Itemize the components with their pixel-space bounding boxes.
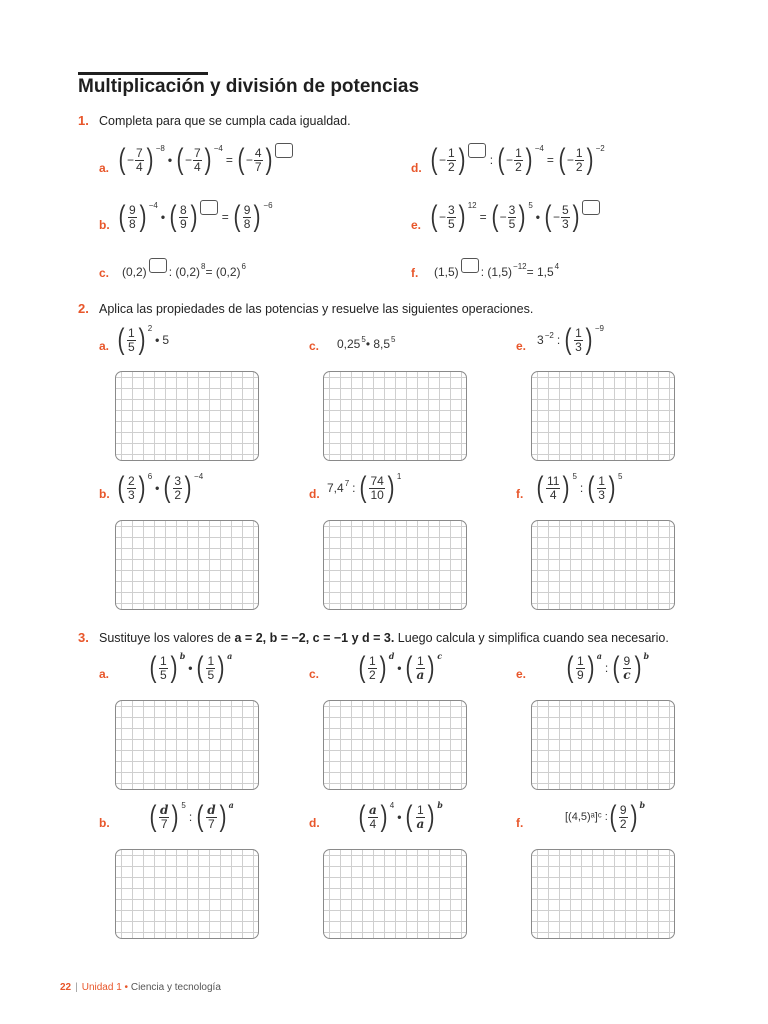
answer-grid-3d[interactable] [323,849,467,939]
q1-b-label: b. [99,218,110,232]
q1-d-label: d. [411,161,422,175]
answer-box[interactable] [149,258,167,273]
q3-e-label: e. [516,667,527,681]
q2-d-expression: 7,4 7 : ( $\frac{74}{10}$ ) 1 [327,471,402,504]
answer-grid-2e[interactable] [531,371,675,461]
q1-c-expression: (0,2) : (0,2) 8 = (0,2) 6 [122,264,246,279]
answer-box[interactable] [275,143,293,158]
q1-a-expression: ( − $\frac{7}{4}$ ) −8 • ( − $\frac{7}{4}$ ) −4 = ( − $\frac{4}{7}$ ) [117,145,294,175]
page-title: Multiplicación y división de potencias [78,76,420,97]
q2-b-label: b. [99,487,110,501]
answer-box[interactable] [200,200,218,215]
q1-e-expression: ( − $\frac{3}{5}$ ) 12 = ( − $\frac{3}{5}$ ) 5 • ( − $\frac{5}{3}$ ) [429,202,601,232]
q1-f-label: f. [411,266,419,280]
q2-text: Aplica las propiedades de las potencias y resuelve las siguientes operaciones. [99,302,534,316]
q2-d-label: d. [309,487,320,501]
q2-f-label: f. [516,487,524,501]
q2-a-expression: ( $\frac{1}{5}$ ) 2 • 5 [117,323,170,356]
q2-e-expression: 3 −2 : ( $\frac{1}{3}$ ) −9 [537,323,604,356]
q1-b-expression: ( $\frac{9}{8}$ ) −4 • ( $\frac{8}{9}$ ) = ( $\frac{9}{8}$ ) −6 [118,200,273,233]
q1-e-label: e. [411,218,422,232]
q2-b-expression: ( $\frac{2}{3}$ ) 6 • ( $\frac{3}{2}$ ) −4 [117,471,204,504]
answer-grid-3b[interactable] [115,849,259,939]
footer-separator: | [75,982,78,993]
answer-grid-2c[interactable] [323,371,467,461]
q3-c-label: c. [309,667,320,681]
q2-e-label: e. [516,339,527,353]
answer-box[interactable] [468,143,486,158]
q3-f-expression: [(4,5)ᵃ]ᶜ : ( $\frac{9}{2}$ ) b [565,800,646,833]
title-rule [78,72,208,75]
answer-grid-2a[interactable] [115,371,259,461]
answer-box[interactable] [461,258,479,273]
q2-number: 2. [78,301,89,316]
q2-a-label: a. [99,339,110,353]
q3-d-expression: ( $\frac{a}{4}$ ) 4 • ( $\frac{1}{a}$ ) b [358,800,443,833]
q3-text: Sustituye los valores de a = 2, b = −2, c = −1 y d = 3. Luego calcula y simplifica cuando sea necesario. [99,631,669,645]
q3-b-label: b. [99,816,110,830]
q3-b-expression: ( $\frac{d}{7}$ ) 5 : ( $\frac{d}{7}$ ) a [149,800,234,833]
q1-a-label: a. [99,161,110,175]
answer-grid-3f[interactable] [531,849,675,939]
answer-grid-2d[interactable] [323,520,467,610]
q3-a-expression: ( $\frac{1}{5}$ ) b • ( $\frac{1}{5}$ ) a [149,651,233,684]
answer-box[interactable] [582,200,600,215]
q3-number: 3. [78,630,89,645]
page-number: 22 [60,982,72,993]
q3-e-expression: ( $\frac{1}{9}$ ) a : ( $\frac{9}{c}$ ) b [566,651,650,684]
q3-f-label: f. [516,816,524,830]
q1-c-label: c. [99,266,110,280]
answer-grid-2b[interactable] [115,520,259,610]
q1-text: Completa para que se cumpla cada igualdad. [99,114,351,128]
page-footer [60,982,221,993]
q2-f-expression: ( $\frac{11}{4}$ ) 5 : ( $\frac{1}{3}$ ) 5 [536,471,623,504]
answer-grid-3c[interactable] [323,700,467,790]
q1-number: 1. [78,113,89,128]
q3-c-expression: ( $\frac{1}{2}$ ) d • ( $\frac{1}{a}$ ) c [358,651,443,684]
answer-grid-3a[interactable] [115,700,259,790]
q3-d-label: d. [309,816,320,830]
answer-grid-3e[interactable] [531,700,675,790]
footer-unit: Unidad 1 [81,982,122,993]
footer-bullet: • [124,982,129,993]
q3-a-label: a. [99,667,110,681]
footer-subject: Ciencia y tecnología [130,982,221,993]
answer-grid-2f[interactable] [531,520,675,610]
q2-c-label: c. [309,339,320,353]
q2-c-expression: 0,25 5 • 8,5 5 [337,334,396,351]
q1-f-expression: (1,5) : (1,5) −12 = 1,5 4 [434,264,559,279]
q1-d-expression: ( − $\frac{1}{2}$ ) : ( − $\frac{1}{2}$ ) −4 = ( − $\frac{1}{2}$ ) −2 [430,143,605,176]
